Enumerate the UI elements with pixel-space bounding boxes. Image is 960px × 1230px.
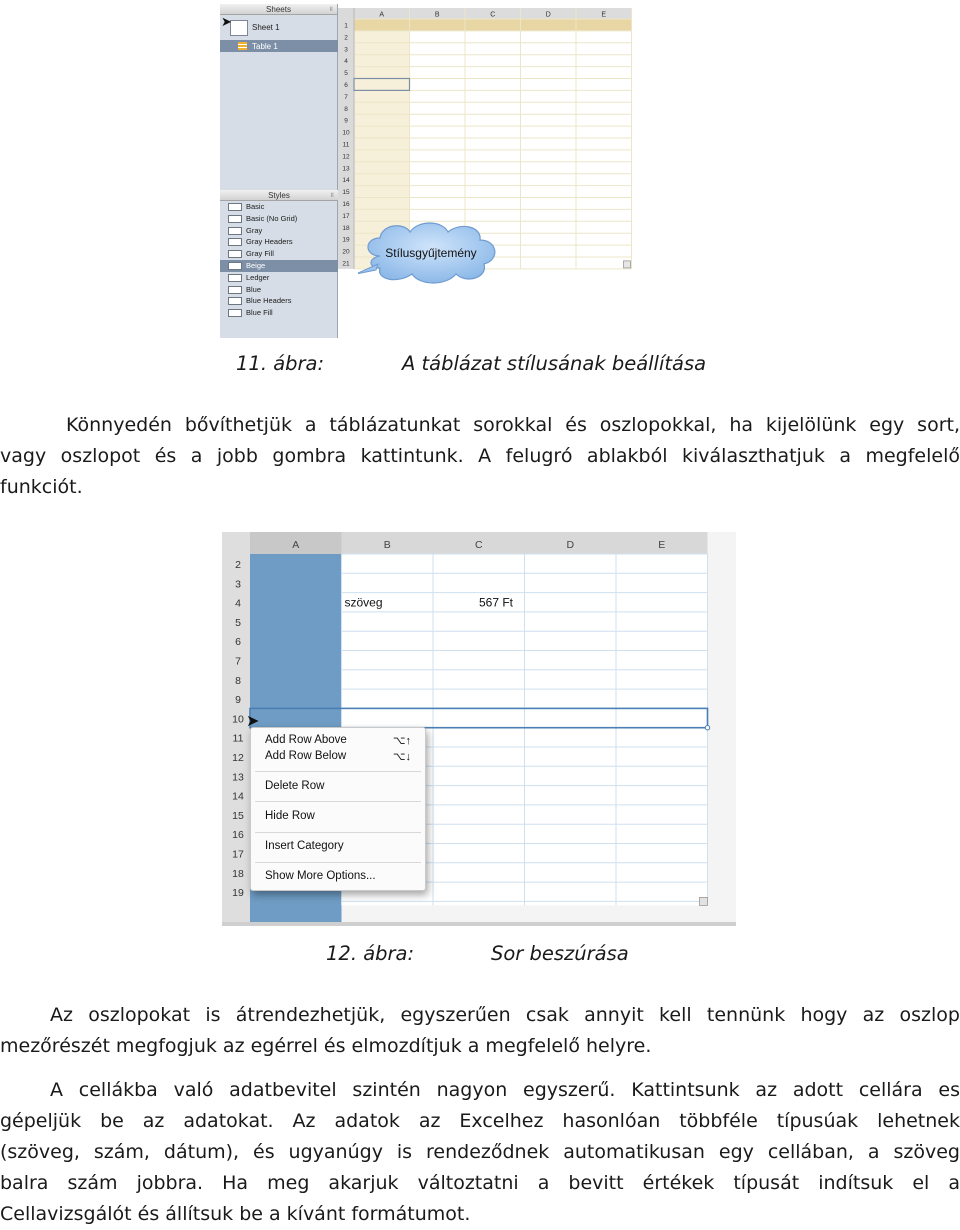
caption-2-title: Sor beszúrása: [491, 942, 629, 965]
column-header-label[interactable]: C: [490, 11, 496, 19]
shortcut-option-up: ⌥↑: [392, 735, 411, 747]
column-header-label[interactable]: B: [434, 11, 440, 19]
mouse-pointer-icon: ➤: [246, 713, 260, 730]
row-number-label[interactable]: 9: [344, 117, 348, 125]
row-number-label[interactable]: 19: [342, 236, 350, 244]
row-number-label[interactable]: 9: [235, 694, 241, 707]
style-swatch-icon: [228, 309, 242, 317]
paragraph-1-line: funkciót.: [0, 476, 83, 498]
style-swatch-icon: [228, 297, 242, 305]
paragraph-2: [0, 1000, 960, 1062]
table-label: Table 1: [252, 42, 278, 51]
menu-separator: [255, 771, 421, 772]
row-number-label[interactable]: 3: [344, 46, 348, 54]
row-number-label[interactable]: 21: [342, 260, 350, 268]
menu-item-delete-row[interactable]: Delete Row: [265, 780, 325, 792]
caption-2-number: 12. ábra:: [326, 942, 415, 965]
row-number-label[interactable]: 6: [344, 82, 348, 89]
style-swatch-icon: [228, 227, 242, 235]
cell-c4-value[interactable]: 567 Ft: [478, 595, 513, 610]
table-item[interactable]: [220, 40, 338, 52]
sheet-item[interactable]: [220, 17, 338, 39]
callout-text: Stílusgyűjtemény: [385, 246, 477, 260]
paragraph-2-line: Az oszlopokat is átrendezhetjük, egyszerűen csak annyit kell tennünk hogy az oszlop: [50, 1004, 960, 1026]
style-swatch-icon: [228, 215, 242, 223]
mouse-pointer-icon: ➤: [221, 14, 232, 29]
shortcut-option-down: ⌥↓: [392, 751, 411, 763]
style-swatch-icon: [228, 203, 242, 211]
row-number-label[interactable]: 2: [344, 34, 348, 42]
row-number-label[interactable]: 12: [342, 153, 350, 161]
row-number-label[interactable]: 15: [232, 809, 244, 822]
sheets-header-label: Sheets: [266, 5, 291, 14]
style-item[interactable]: [220, 213, 338, 225]
column-header-label[interactable]: D: [566, 539, 575, 551]
style-list: [220, 201, 338, 319]
figure-1-screenshot: [220, 4, 738, 338]
selection-handle[interactable]: [705, 726, 709, 730]
row-number-label[interactable]: 20: [342, 248, 350, 256]
column-header-label[interactable]: E: [658, 539, 666, 551]
style-item[interactable]: [220, 307, 338, 319]
paragraph-3-line: balra szám jobbra. Ha meg akarjuk változtatni a bevitt értékek típusát indítsuk el a: [0, 1172, 960, 1194]
paragraph-3-line: Cellavizsgálót és állítsuk be a kívánt formátumot.: [0, 1203, 471, 1225]
style-swatch-icon: [228, 274, 242, 282]
style-label: Gray Fill: [246, 249, 274, 259]
row-number-label[interactable]: 13: [232, 771, 244, 784]
row-number-label[interactable]: 5: [235, 616, 241, 629]
style-swatch-icon: [228, 286, 242, 294]
column-header-label[interactable]: B: [383, 539, 391, 551]
style-label: Beige: [246, 260, 266, 270]
menu-separator: [255, 832, 421, 833]
row-number-label[interactable]: 18: [342, 224, 350, 232]
header-row-fill: [354, 19, 632, 31]
style-item[interactable]: [220, 201, 338, 213]
resize-handle-icon[interactable]: [700, 897, 708, 905]
style-label: Blue Fill: [246, 308, 273, 318]
row-number-label[interactable]: 18: [232, 867, 244, 880]
style-swatch-icon: [228, 262, 242, 270]
row-number-label[interactable]: 2: [235, 559, 241, 571]
style-item[interactable]: [220, 260, 338, 272]
style-item[interactable]: [220, 225, 338, 237]
row-number-label[interactable]: 1: [344, 22, 348, 30]
cell-b4-text[interactable]: szöveg: [344, 595, 383, 610]
column-header-label[interactable]: A: [292, 539, 300, 551]
row-number-label[interactable]: 13: [342, 165, 350, 173]
bottom-scroll-edge: [222, 922, 736, 926]
style-label: Blue Headers: [246, 296, 292, 306]
sheets-header: [220, 4, 337, 15]
style-swatch-icon: [228, 238, 242, 246]
row-number-label[interactable]: 16: [342, 201, 350, 208]
paragraph-3: [0, 1075, 960, 1230]
row-number-label[interactable]: 14: [342, 177, 350, 185]
paragraph-3-line: (szöveg, szám, dátum), és ugyanúgy is rendeződnek automatikusan egy cellában, a szöveg: [0, 1141, 960, 1163]
sheets-sidebar: [220, 4, 338, 338]
style-label: Basic: [246, 202, 265, 211]
row-number-label[interactable]: 12: [232, 752, 244, 764]
row-number-label[interactable]: 7: [344, 93, 348, 101]
style-item[interactable]: [220, 284, 338, 296]
row-number-label[interactable]: 10: [342, 129, 350, 137]
row-number-label[interactable]: 5: [344, 70, 348, 78]
column-header-label[interactable]: E: [601, 11, 607, 19]
row-number-label[interactable]: 17: [232, 848, 244, 861]
row-number-label[interactable]: 11: [342, 141, 350, 149]
paragraph-3-line: A cellákba való adatbevitel szintén nagyon egyszerű. Kattintsunk az adott cellára es: [50, 1079, 960, 1101]
sheet-label: Sheet 1: [252, 23, 280, 32]
menu-item-add-row-below[interactable]: Add Row Below: [265, 750, 347, 762]
row-number-label[interactable]: 19: [232, 887, 244, 900]
style-item[interactable]: [220, 272, 338, 284]
row-number-label[interactable]: 7: [235, 655, 241, 668]
paragraph-2-line: mezőrészét megfogjuk az egérrel és elmozdítjuk a megfelelő helyre.: [0, 1035, 652, 1057]
column-header-label[interactable]: D: [545, 11, 551, 19]
style-swatch-icon: [228, 250, 242, 258]
menu-item-insert-category[interactable]: Insert Category: [265, 840, 344, 852]
table-icon: [238, 42, 247, 50]
styles-header: [220, 190, 338, 201]
column-header-label[interactable]: A: [379, 11, 385, 19]
style-label: Basic (No Grid): [246, 213, 298, 223]
menu-separator: [255, 862, 421, 863]
row-number-label[interactable]: 14: [232, 790, 244, 803]
menu-item-add-row-above[interactable]: Add Row Above: [265, 734, 347, 746]
column-header-label[interactable]: C: [474, 539, 483, 551]
row-number-label[interactable]: 15: [342, 189, 350, 197]
styles-header-label: Styles: [268, 191, 290, 200]
resize-handle-icon[interactable]: [624, 261, 631, 268]
style-item[interactable]: [220, 295, 338, 307]
style-item[interactable]: [220, 248, 338, 260]
panel-grip-icon[interactable]: ॥: [328, 6, 333, 13]
menu-item-hide-row[interactable]: Hide Row: [265, 810, 315, 822]
row-number-label[interactable]: 17: [342, 212, 350, 220]
sheet-thumbnail-icon: [230, 20, 248, 36]
styles-panel: [220, 190, 338, 319]
paragraph-1-line: vagy oszlopot és a jobb gombra kattintunk. A felugró ablakból kiválaszthatjuk a megfelelő: [0, 445, 960, 467]
caption-1-number: 11. ábra:: [236, 352, 325, 375]
caption-1-title: A táblázat stílusának beállítása: [402, 352, 707, 375]
menu-separator: [255, 801, 421, 802]
row-number-label[interactable]: 3: [235, 578, 241, 591]
row-number-label[interactable]: 8: [235, 674, 241, 687]
row-number-label[interactable]: 16: [232, 829, 244, 842]
menu-item-show-more-options[interactable]: Show More Options...: [265, 870, 376, 882]
row-number-label[interactable]: 11: [232, 732, 244, 745]
style-item[interactable]: [220, 236, 338, 248]
row-number-label[interactable]: 10: [232, 713, 244, 726]
panel-grip-icon[interactable]: ॥: [329, 192, 334, 199]
row-number-label[interactable]: 8: [344, 105, 348, 113]
style-label: Blue: [246, 284, 262, 294]
style-label: Ledger: [246, 272, 270, 282]
paragraph-1: [0, 410, 960, 503]
paragraph-1-line: Könnyedén bővíthetjük a táblázatunkat sorokkal és oszlopokkal, ha kijelölünk egy sort,: [66, 414, 960, 436]
style-label: Gray Headers: [246, 237, 293, 247]
style-label: Gray: [246, 225, 263, 235]
row-number-label[interactable]: 4: [344, 58, 348, 66]
row-context-menu: [250, 727, 426, 891]
row-number-label[interactable]: 4: [235, 597, 241, 610]
paragraph-3-line: gépeljük be az adatokat. Az adatok az Excelhez hasonlóan többféle típusúak lehetnek: [0, 1110, 960, 1132]
row-number-label[interactable]: 6: [235, 636, 241, 649]
